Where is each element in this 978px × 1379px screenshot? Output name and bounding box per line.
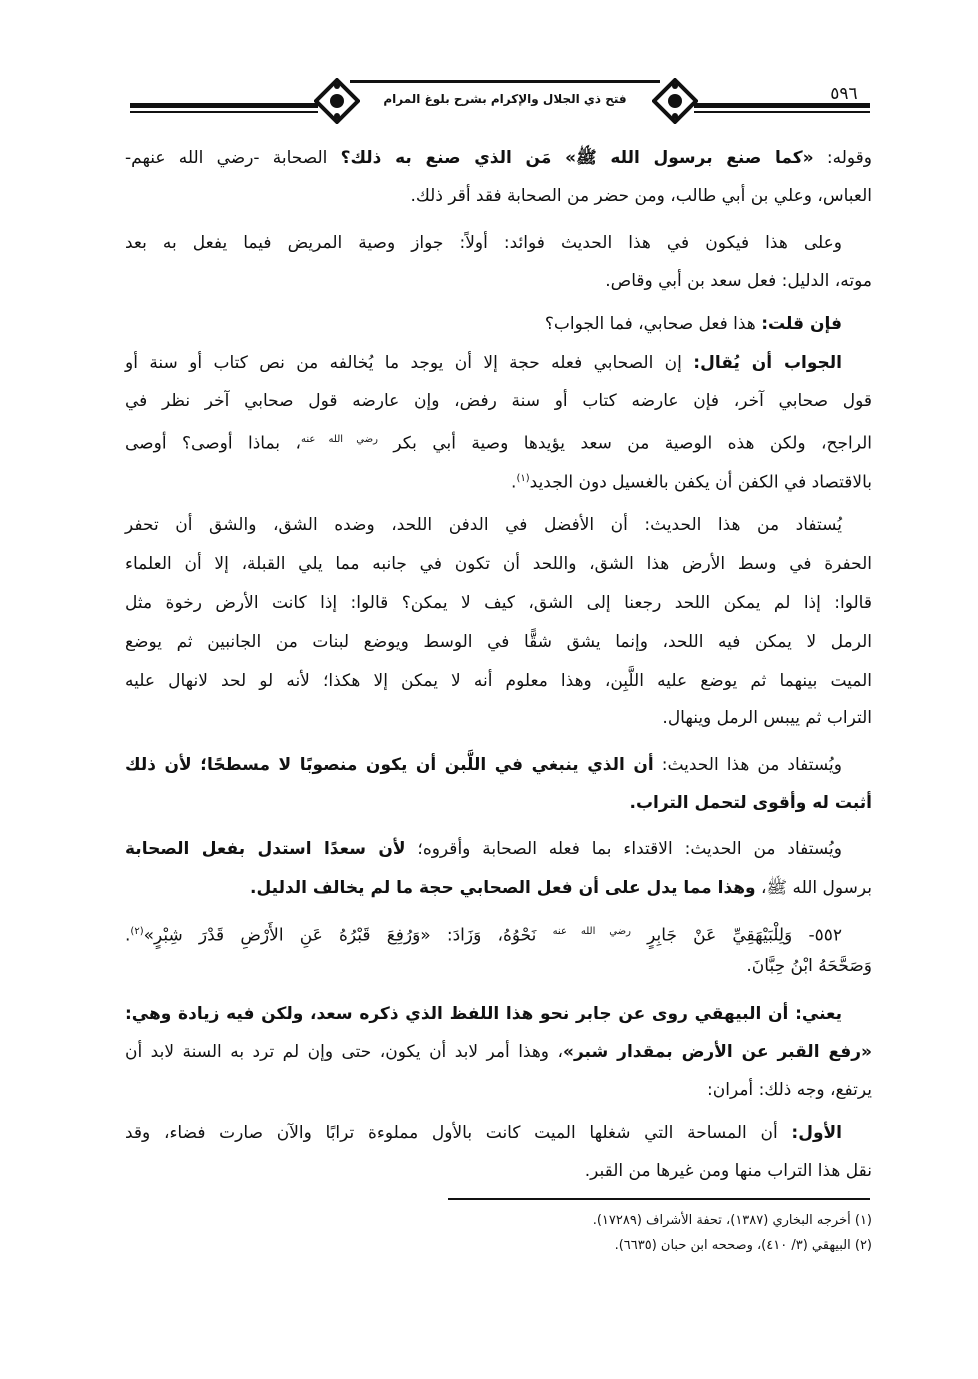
text-segment: أن الذي ينبغي في اللَّبن أن يكون منصوبًا لا مسطحًا؛ لأن ذلك (125, 755, 654, 775)
text-segment: الجواب أن يُقال: (693, 353, 842, 373)
text-line (125, 184, 872, 208)
text-segment: وهذا مما يدل على أن فعل الصحابي حجة ما لم يخالف الدليل. (250, 878, 756, 898)
text-line (125, 791, 872, 815)
text-line (125, 146, 872, 170)
text-segment: نقل هذا التراب منها ومن غيرها من القبر. (584, 1161, 872, 1181)
header-rule-left (130, 103, 318, 108)
text-segment: ٥٥٢- وَلِلْبَيْهَقِيِّ عَنْ جَابِرٍ (630, 925, 842, 946)
footnote-1: (١) أخرجه البخاري (١٣٨٧)، تحفة الأشراف (١٧٢٨٩). (592, 1213, 872, 1228)
text-segment: أثبت له وأقوى لتحمل التراب. (629, 793, 872, 813)
text-line (125, 513, 872, 537)
text-segment: «رفع القبر عن الأرض بمقدار شبر» (562, 1042, 872, 1062)
text-segment: ويُستفاد من الحديث: الاقتداء بما فعله الصحابة وأقروه؛ (405, 839, 842, 859)
text-segment: الصحابة -رضي الله عنهم- (125, 148, 341, 168)
text-line (125, 630, 872, 654)
text-segment: وعلى هذا فيكون في هذا الحديث فوائد: أولاً: جواز وصية المريض فيما يفعل به بعد (125, 233, 842, 253)
text-line (125, 389, 872, 413)
footnote-ref: (٢) (130, 926, 144, 937)
text-segment: «كما صنع برسول الله ﷺ» مَن الذي صنع به ذلك؟ (340, 148, 814, 168)
text-segment: يُستفاد من هذا الحديث: أن الأفضل في الدفن اللحد، وضده الشق، والشق أن تحفر (125, 515, 842, 535)
text-segment: ، بماذا أوصى؟ أوصى (125, 433, 301, 454)
text-segment: ، وهذا أمر لابد أن يكون، حتى وإن لم ترد به السنة لابد أن (125, 1042, 563, 1062)
text-segment: التراب ثم ييبس الرمل وينهال. (662, 708, 872, 728)
text-line (125, 837, 872, 861)
ornament-right-icon (652, 78, 698, 124)
text-line (125, 920, 872, 948)
honorific-symbol: رضي الله عنه (552, 926, 631, 937)
text-line (125, 312, 872, 336)
text-segment: ويُستفاد من هذا الحديث: (653, 755, 842, 775)
text-segment: الرمل لا يمكن فيه اللحد، وإنما يشق شقًّا في الوسط ويوضع لبنات من الجانبين ثم يوضع (125, 632, 872, 652)
text-line (125, 954, 872, 978)
text-segment: إن الصحابي فعله حجة إلا أن يوجد ما يُخالفه من نص كتاب أو سنة أو (125, 353, 694, 373)
header-rule-left-thin (130, 111, 318, 113)
text-segment: هذا فعل صحابي، فما الجواب؟ (544, 314, 762, 334)
text-segment: فإن قلت: (761, 314, 842, 334)
footnote-2: (٢) البيهقي (٣/ ٤١٠)، وصححه ابن حبان (٦٦٣٥). (614, 1238, 872, 1253)
ornament-left-icon (314, 78, 360, 124)
text-segment: الأول: (791, 1123, 842, 1143)
text-segment: وَصَحَّحَهُ ابْنُ حِبَّانَ. (746, 956, 872, 976)
text-segment: برسول الله ﷺ، (755, 878, 872, 898)
text-segment: وقوله: (813, 148, 872, 168)
footnote-ref: (١) (516, 473, 530, 484)
text-line (125, 706, 872, 730)
text-segment: يرتفع، وجه ذلك: أمران: (707, 1080, 872, 1100)
text-line (125, 753, 872, 777)
text-segment: لأن سعدًا استدل بفعل الصحابة (125, 839, 406, 859)
text-segment: موته، الدليل: فعل سعد بن أبي وقاص. (605, 271, 872, 291)
text-line (125, 552, 872, 576)
text-segment: قالوا: إذا لم يمكن اللحد رجعنا إلى الشق، كيف لا يمكن؟ قالوا: إذا كانت الأرض رخوة مثل (125, 593, 872, 613)
text-segment: بالاقتصاد في الكفن أن يكفن بالغسيل دون الجديد (529, 472, 872, 493)
header-rule-top (350, 80, 660, 83)
text-line (125, 876, 872, 900)
text-segment: . (125, 925, 131, 946)
text-segment: الحفرة في وسط الأرض هذا الشق، واللحد أن تكون في جانبه مما يلي القبلة، إلا أن العلماء (125, 554, 872, 574)
text-segment: يعني: أن البيهقي روى عن جابر نحو هذا اللفظ الذي ذكره سعد، ولكن فيه زيادة وهي: (125, 1004, 842, 1024)
text-segment: قول صحابي آخر، فإن عارضه كتاب أو سنة رفض، وإن عارضه قول صحابي آخر نظر في (125, 391, 872, 411)
text-line (125, 1078, 872, 1102)
text-line (125, 669, 872, 693)
text-segment: أن المساحة التي شغلها الميت كانت بالأول مملوءة ترابًا والآن صارت فضاء، وقد (125, 1123, 792, 1143)
text-line (125, 269, 872, 293)
header-rule-right-thin (694, 111, 870, 113)
text-segment: العباس، وعلي بن أبي طالب، ومن حضر من الصحابة فقد أقر ذلك. (410, 186, 872, 206)
footnote-separator (448, 1198, 870, 1200)
honorific-symbol: رضي الله عنه (300, 434, 378, 445)
text-segment: الميت بينهما ثم يوضع عليه اللَّبِن، وهذا معلوم أنه لا يمكن إلا هكذا؛ لأنه لو لحد لانهال عليه (125, 671, 872, 691)
text-line (125, 231, 872, 255)
running-title: فتح ذي الجلال والإكرام بشرح بلوغ المرام (383, 92, 627, 106)
text-line (125, 428, 872, 456)
text-line (125, 467, 872, 495)
text-line (125, 1002, 872, 1026)
page-number: ٥٩٦ (818, 84, 870, 106)
text-line (125, 1121, 872, 1145)
text-segment: . (511, 472, 517, 493)
text-segment: نَحْوُهُ، وَزَادَ: «وَرُفِعَ قَبْرُهُ عَنِ الأَرْضِ قَدْرَ شِبْرٍ» (143, 925, 553, 946)
text-line (125, 351, 872, 375)
text-line (125, 1040, 872, 1064)
text-segment: الراجح، ولكن هذه الوصية من سعد يؤيدها وصية أبي بكر (377, 433, 873, 454)
text-line (125, 1159, 872, 1183)
text-line (125, 591, 872, 615)
